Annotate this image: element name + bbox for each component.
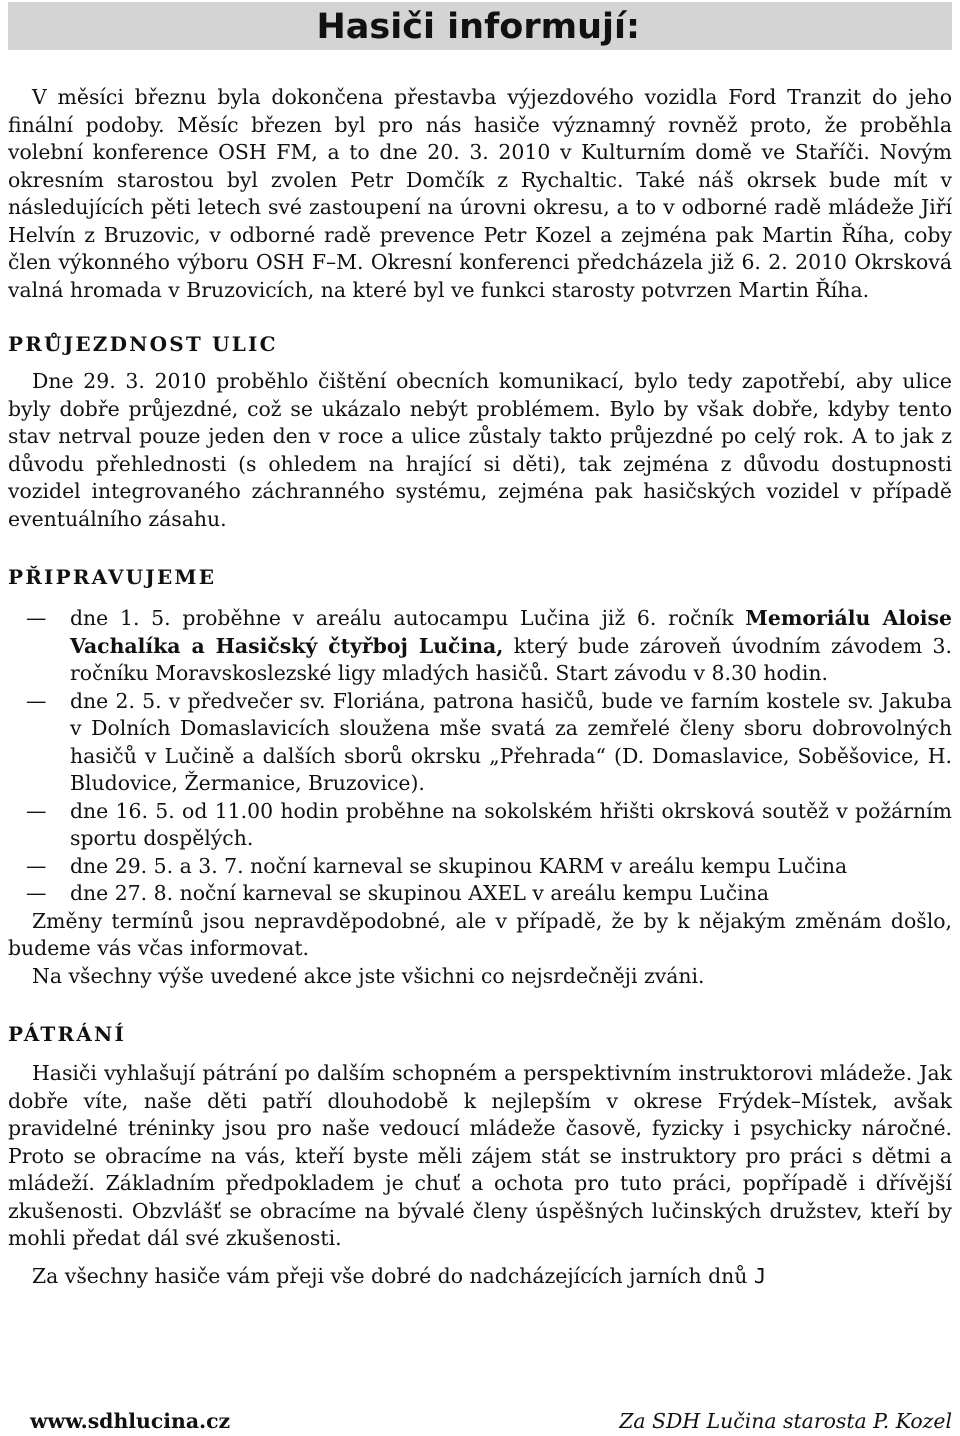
dash-bullet: —	[26, 881, 47, 905]
event-text: dne 2. 5. v předvečer sv. Floriána, patrona hasičů, bude ve farním kostele sv. Jakuba v Dolních Domaslavicích sloužena mše svatá za zemřelé členy sboru dobrovolných hasičů v Lučině a dalších sborů okrsku „Přehrada“ (D. Domaslavice, Soběšovice, H. Bludovice, Žermanice, Bruzovice).	[70, 688, 952, 795]
dash-bullet: —	[26, 853, 47, 878]
invitation-text: Na všechny výše uvedené akce jste všichni co nejsrdečněji zváni.	[32, 963, 705, 988]
closing-text: Za všechny hasiče vám přeji vše dobré do nadcházejících jarních dnů	[32, 1263, 754, 1288]
event-text-part: který bude zároveň úvodním závodem 3. ročníku Moravskoslezské ligy mladých hasičů. Start závodu v 8.30 hodin.	[70, 633, 953, 685]
intro-paragraph: V měsíci březnu byla dokončena přestavba výjezdového vozidla Ford Tranzit do jeho finální podoby. Měsíc březen byl pro nás hasiče významný rovněž proto, že proběhla volební konference OSH FM, a to dne 20. 3. 2010 v Kulturním domě ve Staříči. Novým okresním starostou byl zvolen Petr Domčík z Rychaltic. Také náš okrsek bude mít v následujících pěti letech své zastoupení na úrovni okresu, a to v odborné radě mládeže Jiří Helvín z Bruzovic, v odborné radě prevence Petr Kozel a zejména pak Martin Říha, coby člen výkonného výboru OSH F–M. Okresní konferenci předcházela již 6. 2. 2010 Okrsková valná hromada v Bruzovicích, na které byl ve funkci starosty potvrzen Martin Říha.	[8, 85, 952, 302]
list-item	[8, 688, 952, 798]
list-item	[8, 853, 952, 881]
footer	[30, 1406, 952, 1436]
section-heading-patrani: PÁTRÁNÍ	[8, 1022, 127, 1046]
event-text: dne 29. 5. a 3. 7. noční karneval se skupinou KARM v areálu kempu Lučina	[70, 853, 848, 878]
page-title: Hasiči informují:	[316, 7, 640, 47]
website-link[interactable]: www.sdhlucina.cz	[30, 1409, 231, 1433]
list-item	[8, 605, 952, 688]
dash-bullet: —	[26, 688, 47, 713]
event-text	[70, 605, 952, 688]
smiley-symbol: J	[753, 1263, 767, 1288]
list-item	[8, 880, 952, 908]
events-list	[8, 605, 952, 908]
event-text-part: dne 1. 5. proběhne v areálu autocampu Lučina již 6. ročník	[70, 606, 746, 630]
dash-bullet: —	[26, 798, 47, 823]
closing-greeting	[8, 1263, 952, 1291]
article-body	[8, 84, 952, 1290]
event-text: dne 16. 5. od 11.00 hodin proběhne na sokolském hřišti okrsková soutěž v požárním sportu dospělých.	[70, 798, 952, 850]
pruzjezdnost-paragraph: Dne 29. 3. 2010 proběhlo čištění obecních komunikací, bylo tedy zapotřebí, aby ulice byly dobře průjezdné, což se ukázalo nebýt problémem. Bylo by však dobře, kdyby tento stav netrval pouze jeden den v roce a ulice zůstaly takto průjezdné po celý rok. A to jak z důvodu přehlednosti (s ohledem na hrající si děti), tak zejména z důvodu dostupnosti vozidel integrovaného záchranného systému, zejména pak hasičských vozidel v případě eventuálního zásahu.	[8, 369, 952, 531]
event-highlight: Memoriálu Aloise Vachalíka a Hasičský čtyřboj Lučina,	[70, 606, 952, 658]
section-heading-pripravujeme: PŘIPRAVUJEME	[8, 565, 217, 589]
header-band	[8, 2, 952, 50]
schedule-note: Změny termínů jsou nepravděpodobné, ale v případě, že by k nějakým změnám došlo, budeme vás včas informovat.	[8, 908, 952, 960]
section-heading-pruzjezdnost: PRŮJEZDNOST ULIC	[8, 332, 278, 356]
event-text: dne 27. 8. noční karneval se skupinou AXEL v areálu kempu Lučina	[70, 881, 769, 905]
patrani-paragraph: Hasiči vyhlašují pátrání po dalším schopném a perspektivním instruktorovi mládeže. Jak dobře víte, naše děti patří dlouhodobě k nejlepším v okrese Frýdek–Místek, avšak pravidelné tréninky jsou pro naše vedoucí mládeže časově, fyzicky i psychicky náročné. Proto se obracíme na vás, kteří byste měli zájem stát se instruktory pro práci s dětmi a mládeží. Základním předpokladem je chuť a ochota pro tuto práci, popřípadě i dřívější zkušenosti. Obzvlášť se obracíme na bývalé členy úspěšných lučinských družstev, kteří by mohli předat dál své zkušenosti.	[8, 1061, 952, 1250]
list-item	[8, 798, 952, 853]
signature: Za SDH Lučina starosta P. Kozel	[619, 1409, 952, 1433]
dash-bullet: —	[26, 606, 47, 630]
